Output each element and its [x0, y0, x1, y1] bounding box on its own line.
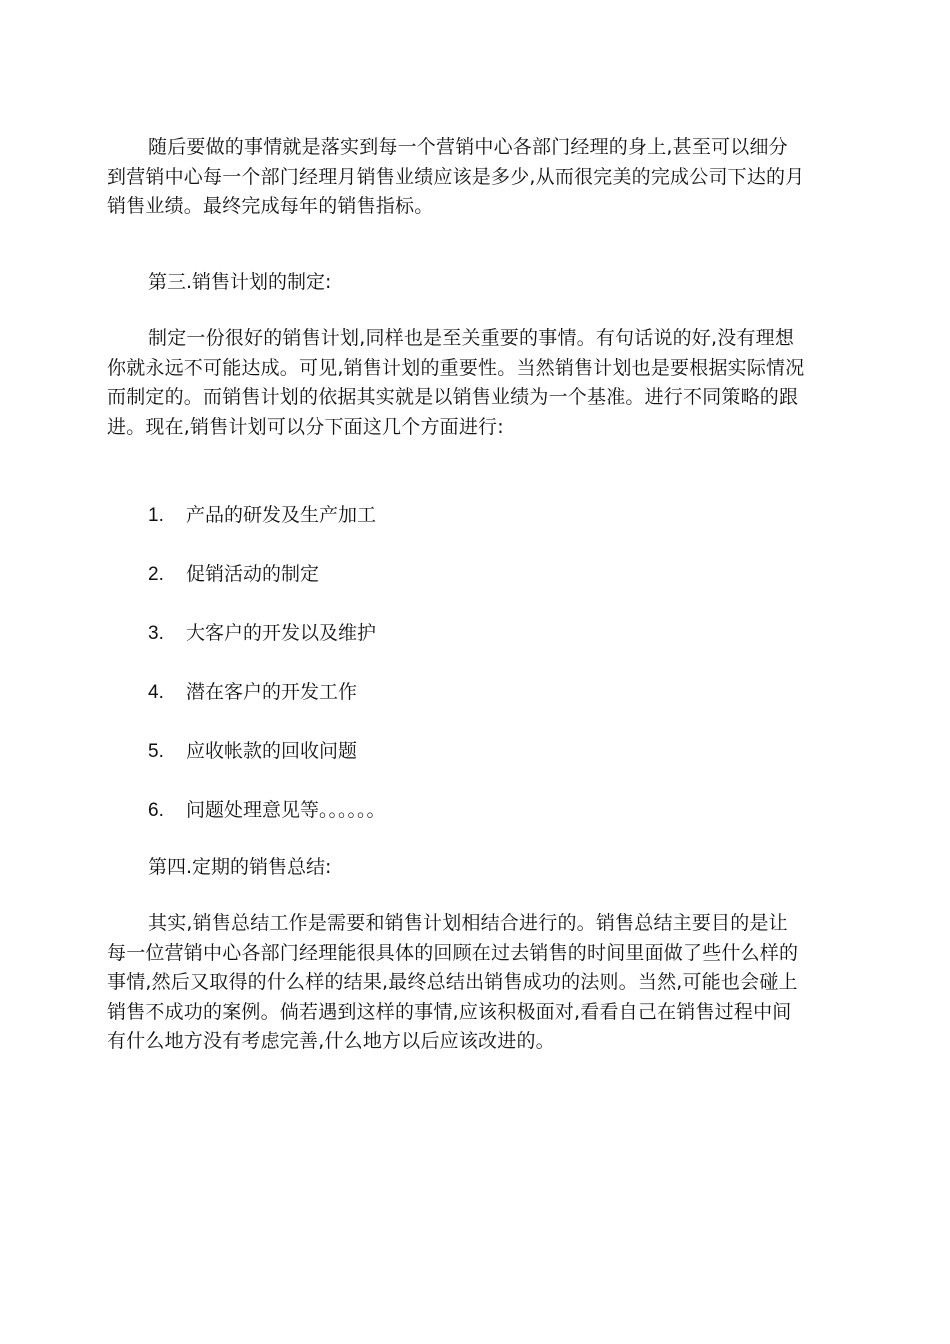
list-number: 2.	[148, 564, 164, 585]
list-item	[148, 737, 357, 767]
list-item	[148, 678, 357, 708]
list-item	[148, 619, 376, 649]
paragraph-line: 销售不成功的案例。倘若遇到这样的事情,应该积极面对,看看自己在销售过程中间	[107, 1000, 792, 1023]
list-number: 3.	[148, 623, 164, 644]
section-heading-3: 第三.销售计划的制定:	[148, 271, 332, 293]
paragraph-line: 进。现在,销售计划可以分下面这几个方面进行:	[107, 415, 504, 438]
list-text: 问题处理意见等。。。。。。	[186, 799, 386, 821]
paragraph-sales-plan	[0, 324, 950, 442]
list-item	[148, 796, 386, 826]
list-text: 应收帐款的回收问题	[186, 740, 358, 762]
paragraph-line: 其实,销售总结工作是需要和销售计划相结合进行的。销售总结主要目的是让	[148, 912, 788, 934]
paragraph-line: 你就永远不可能达成。可见,销售计划的重要性。当然销售计划也是要根据实际情况	[107, 356, 805, 379]
paragraph-text	[0, 324, 950, 442]
list-text: 大客户的开发以及维护	[186, 622, 377, 644]
list-text: 产品的研发及生产加工	[186, 504, 377, 526]
paragraph-line: 而制定的。而销售计划的依据其实就是以销售业绩为一个基准。进行不同策略的跟	[107, 386, 799, 408]
paragraph-sales-summary	[0, 909, 950, 1057]
paragraph-line: 销售业绩。最终完成每年的销售指标。	[107, 195, 434, 217]
paragraph-line: 到营销中心每一个部门经理月销售业绩应该是多少,从而很完美的完成公司下达的月	[107, 165, 805, 188]
paragraph-text	[0, 133, 950, 222]
list-number: 4.	[148, 682, 164, 703]
list-number: 5.	[148, 741, 164, 762]
list-item	[148, 560, 319, 590]
paragraph-task-assignment	[0, 133, 950, 222]
list-text: 促销活动的制定	[186, 563, 320, 585]
list-item	[148, 501, 376, 531]
paragraph-text	[0, 909, 950, 1057]
paragraph-line: 制定一份很好的销售计划,同样也是至关重要的事情。有句话说的好,没有理想	[148, 327, 795, 349]
paragraph-line: 随后要做的事情就是落实到每一个营销中心各部门经理的身上,甚至可以细分	[148, 136, 788, 158]
list-text: 潜在客户的开发工作	[186, 681, 358, 703]
paragraph-line: 每一位营销中心各部门经理能很具体的回顾在过去销售的时间里面做了些什么样的	[107, 941, 799, 964]
paragraph-line: 事情,然后又取得的什么样的结果,最终总结出销售成功的法则。当然,可能也会碰上	[107, 971, 798, 993]
paragraph-line: 有什么地方没有考虑完善,什么地方以后应该改进的。	[107, 1030, 555, 1052]
list-number: 6.	[148, 800, 164, 821]
section-heading-4: 第四.定期的销售总结:	[148, 856, 332, 878]
list-number: 1.	[148, 505, 164, 526]
